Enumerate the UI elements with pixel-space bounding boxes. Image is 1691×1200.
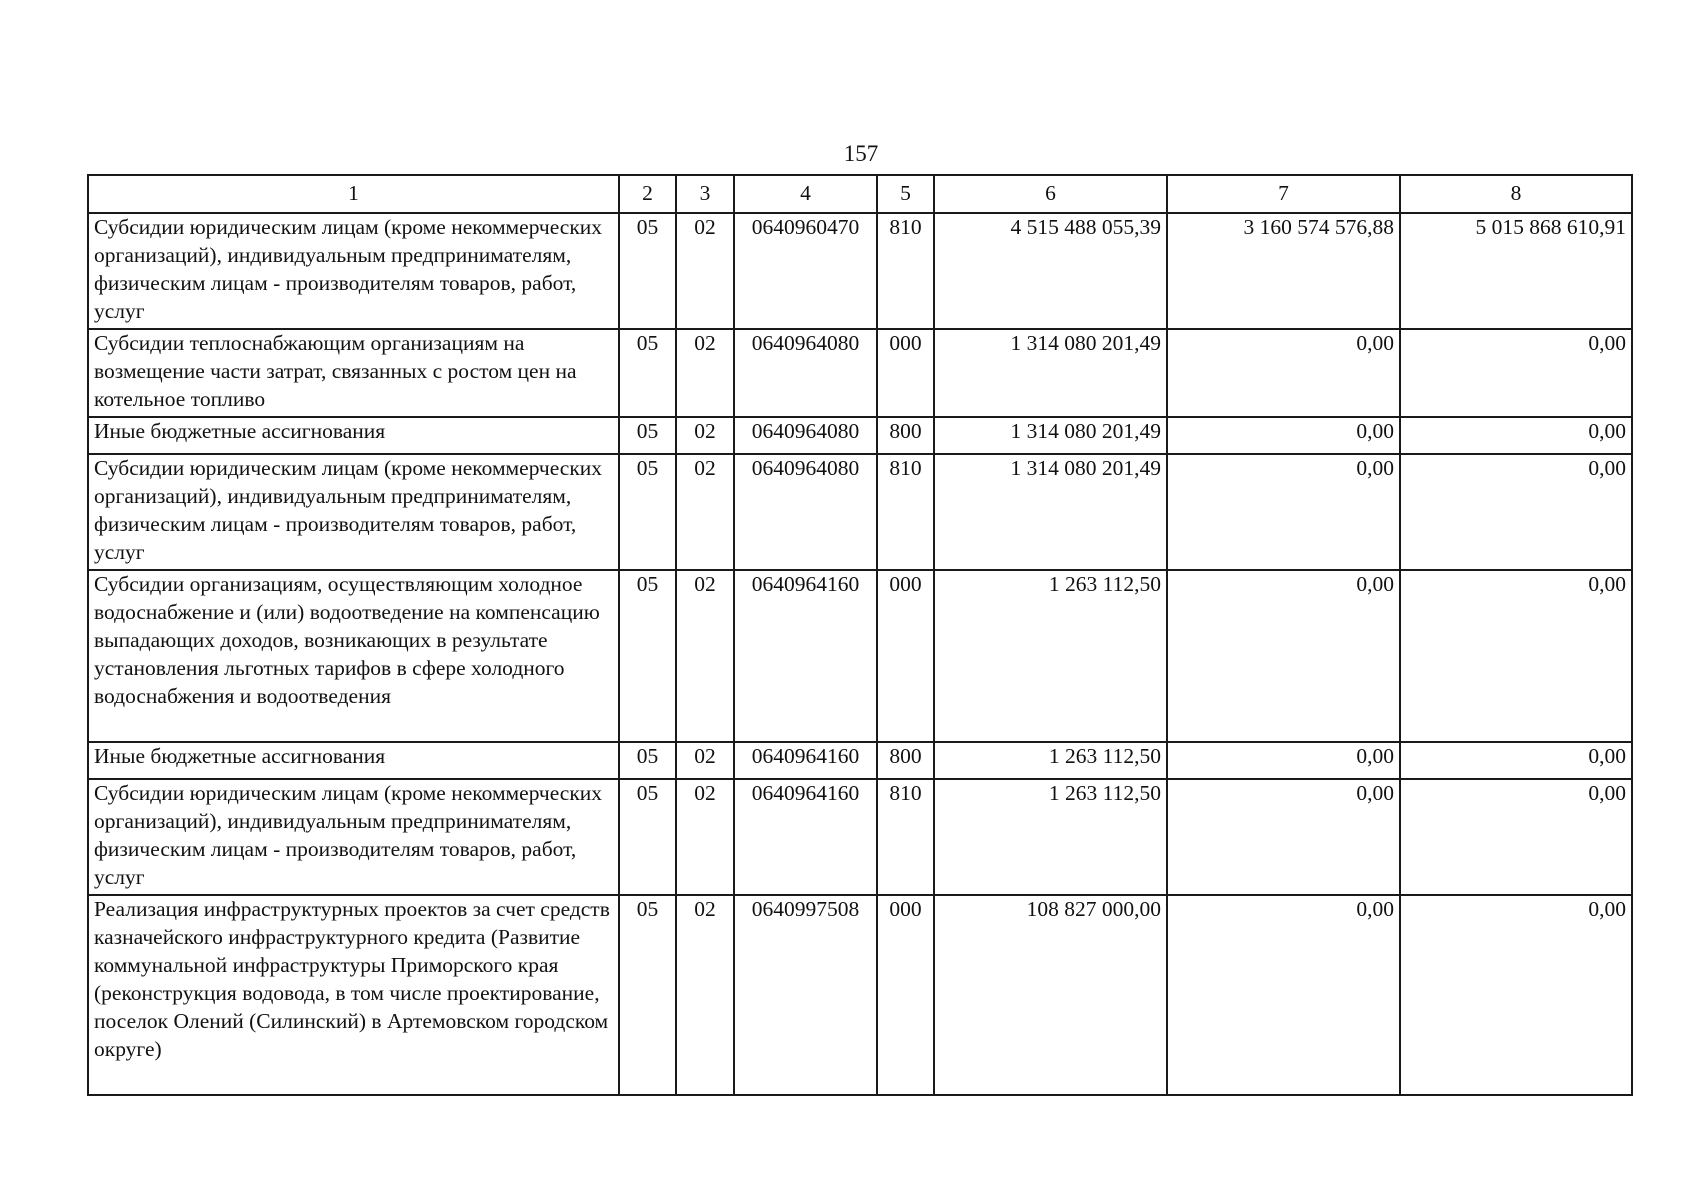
row-target-code: 0640960470: [734, 213, 877, 329]
row-expense-type: 810: [877, 779, 934, 895]
table-row: [88, 417, 1632, 454]
row-section: 05: [619, 570, 676, 742]
row-section: 05: [619, 329, 676, 417]
row-target-code: 0640964160: [734, 742, 877, 779]
row-section: 05: [619, 779, 676, 895]
row-section: 05: [619, 895, 676, 1095]
row-amount-8: 0,00: [1400, 779, 1632, 895]
row-target-code: 0640964080: [734, 454, 877, 570]
row-target-code: 0640964080: [734, 329, 877, 417]
header-col-2: 2: [619, 175, 676, 213]
header-col-4: 4: [734, 175, 877, 213]
budget-table: [87, 174, 1633, 1096]
row-amount-7: 0,00: [1167, 329, 1400, 417]
row-expense-type: 810: [877, 213, 934, 329]
row-name: Иные бюджетные ассигнования: [88, 417, 619, 454]
table-row: [88, 570, 1632, 742]
row-name: Субсидии юридическим лицам (кроме некоммерческих организаций), индивидуальным предпринимателям, физическим лицам - производителям товаров, работ, услуг: [88, 454, 619, 570]
table-row: [88, 329, 1632, 417]
row-amount-8: 0,00: [1400, 417, 1632, 454]
row-amount-6: 4 515 488 055,39: [934, 213, 1167, 329]
row-amount-6: 1 263 112,50: [934, 779, 1167, 895]
row-amount-6: 108 827 000,00: [934, 895, 1167, 1095]
row-amount-6: 1 263 112,50: [934, 570, 1167, 742]
row-subsection: 02: [676, 570, 734, 742]
row-amount-8: 0,00: [1400, 454, 1632, 570]
header-col-5: 5: [877, 175, 934, 213]
row-subsection: 02: [676, 895, 734, 1095]
row-amount-6: 1 314 080 201,49: [934, 417, 1167, 454]
page-number: 157: [843, 141, 879, 166]
header-col-6: 6: [934, 175, 1167, 213]
row-name: Субсидии юридическим лицам (кроме некоммерческих организаций), индивидуальным предпринимателям, физическим лицам - производителям товаров, работ, услуг: [88, 213, 619, 329]
row-amount-6: 1 263 112,50: [934, 742, 1167, 779]
table-row: [88, 454, 1632, 570]
header-row: [88, 175, 1632, 213]
row-target-code: 0640997508: [734, 895, 877, 1095]
row-subsection: 02: [676, 213, 734, 329]
row-amount-7: 0,00: [1167, 895, 1400, 1095]
row-subsection: 02: [676, 742, 734, 779]
row-amount-8: 0,00: [1400, 895, 1632, 1095]
row-amount-8: 0,00: [1400, 570, 1632, 742]
row-expense-type: 000: [877, 895, 934, 1095]
table-row: [88, 779, 1632, 895]
row-name: Реализация инфраструктурных проектов за счет средств казначейского инфраструктурного кредита (Развитие коммунальной инфраструктуры Приморского края (реконструкция водовода, в том числе проектирование, поселок Олений (Силинский) в Артемовском городском округе): [88, 895, 619, 1095]
row-name: Субсидии теплоснабжающим организациям на возмещение части затрат, связанных с ростом цен на котельное топливо: [88, 329, 619, 417]
row-amount-8: 0,00: [1400, 329, 1632, 417]
header-col-3: 3: [676, 175, 734, 213]
header-col-1: 1: [88, 175, 619, 213]
row-amount-7: 0,00: [1167, 570, 1400, 742]
row-expense-type: 810: [877, 454, 934, 570]
table-row: [88, 895, 1632, 1095]
row-section: 05: [619, 417, 676, 454]
row-expense-type: 000: [877, 329, 934, 417]
row-section: 05: [619, 742, 676, 779]
row-subsection: 02: [676, 417, 734, 454]
row-target-code: 0640964160: [734, 779, 877, 895]
row-subsection: 02: [676, 329, 734, 417]
row-target-code: 0640964160: [734, 570, 877, 742]
row-amount-7: 0,00: [1167, 417, 1400, 454]
row-amount-8: 0,00: [1400, 742, 1632, 779]
row-name: Субсидии юридическим лицам (кроме некоммерческих организаций), индивидуальным предпринимателям, физическим лицам - производителям товаров, работ, услуг: [88, 779, 619, 895]
row-amount-6: 1 314 080 201,49: [934, 329, 1167, 417]
row-subsection: 02: [676, 779, 734, 895]
row-amount-7: 3 160 574 576,88: [1167, 213, 1400, 329]
row-amount-7: 0,00: [1167, 454, 1400, 570]
row-expense-type: 800: [877, 417, 934, 454]
row-amount-6: 1 314 080 201,49: [934, 454, 1167, 570]
header-col-8: 8: [1400, 175, 1632, 213]
row-name: Иные бюджетные ассигнования: [88, 742, 619, 779]
row-target-code: 0640964080: [734, 417, 877, 454]
table-row: [88, 742, 1632, 779]
row-amount-7: 0,00: [1167, 779, 1400, 895]
row-expense-type: 800: [877, 742, 934, 779]
table-row: [88, 213, 1632, 329]
row-amount-8: 5 015 868 610,91: [1400, 213, 1632, 329]
row-section: 05: [619, 213, 676, 329]
row-name: Субсидии организациям, осуществляющим холодное водоснабжение и (или) водоотведение на компенсацию выпадающих доходов, возникающих в результате установления льготных тарифов в сфере холодного водоснабжения и водоотведения: [88, 570, 619, 742]
row-subsection: 02: [676, 454, 734, 570]
row-section: 05: [619, 454, 676, 570]
row-amount-7: 0,00: [1167, 742, 1400, 779]
row-expense-type: 000: [877, 570, 934, 742]
header-col-7: 7: [1167, 175, 1400, 213]
